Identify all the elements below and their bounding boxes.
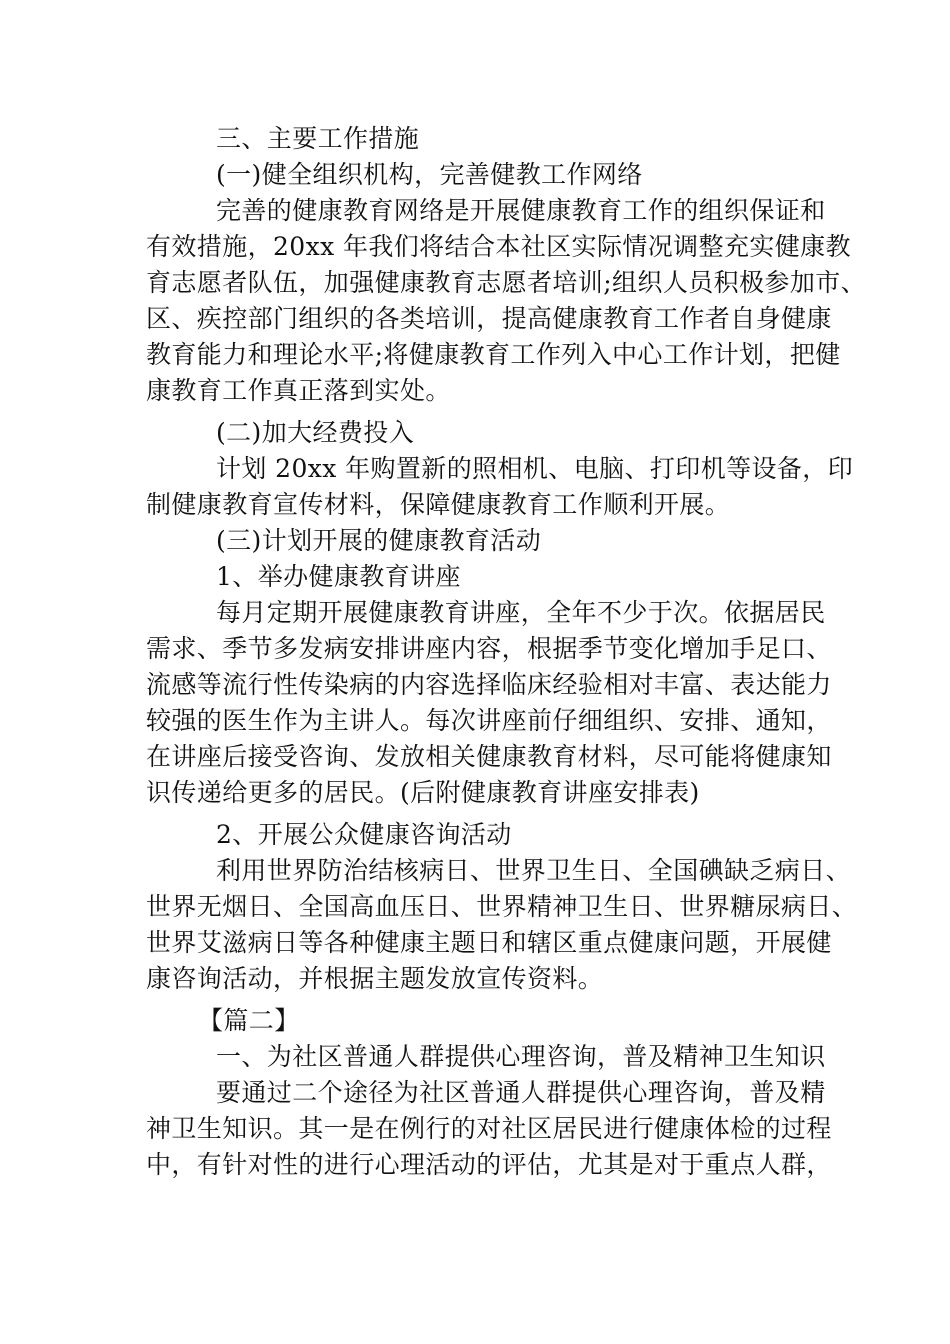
section-heading: 三、主要工作措施 <box>216 124 420 153</box>
paragraph-line: 较强的医生作为主讲人。每次讲座前仔细组织、安排、通知， <box>146 706 832 735</box>
paragraph-line: 流感等流行性传染病的内容选择临床经验相对丰富、表达能力 <box>146 670 832 699</box>
paragraph-line: 世界艾滋病日等各种健康主题日和辖区重点健康问题，开展健 <box>146 928 832 957</box>
paragraph-line: 育志愿者队伍，加强健康教育志愿者培训;组织人员积极参加市、 <box>146 268 867 297</box>
subsection-heading: (一)健全组织机构，完善健教工作网络 <box>216 160 643 189</box>
paragraph-line: 识传递给更多的居民。(后附健康教育讲座安排表) <box>146 778 700 807</box>
paragraph-line: 中，有针对性的进行心理活动的评估，尤其是对于重点人群， <box>146 1150 832 1179</box>
paragraph-line: 世界无烟日、全国高血压日、世界精神卫生日、世界糖尿病日、 <box>146 892 858 921</box>
chapter-marker: 【篇二】 <box>198 1006 300 1035</box>
item-heading: 2、开展公众健康咨询活动 <box>216 820 512 849</box>
subsection-heading: (二)加大经费投入 <box>216 418 415 447</box>
subsection-heading: (三)计划开展的健康教育活动 <box>216 526 542 555</box>
paragraph-line: 康教育工作真正落到实处。 <box>146 376 451 405</box>
paragraph-line: 有效措施，20xx 年我们将结合本社区实际情况调整充实健康教 <box>146 232 851 261</box>
paragraph-line: 教育能力和理论水平;将健康教育工作列入中心工作计划，把健 <box>146 340 841 369</box>
paragraph-line: 每月定期开展健康教育讲座，全年不少于次。依据居民 <box>216 598 826 627</box>
paragraph-line: 康咨询活动，并根据主题发放宣传资料。 <box>146 964 604 993</box>
paragraph-line: 制健康教育宣传材料，保障健康教育工作顺利开展。 <box>146 490 731 519</box>
paragraph-line: 利用世界防治结核病日、世界卫生日、全国碘缺乏病日、 <box>216 856 852 885</box>
paragraph-line: 计划 20xx 年购置新的照相机、电脑、打印机等设备，印 <box>216 454 854 483</box>
section-heading: 一、为社区普通人群提供心理咨询，普及精神卫生知识 <box>216 1042 826 1071</box>
paragraph-line: 要通过二个途径为社区普通人群提供心理咨询，普及精 <box>216 1078 826 1107</box>
paragraph-line: 完善的健康教育网络是开展健康教育工作的组织保证和 <box>216 196 826 225</box>
paragraph-line: 区、疾控部门组织的各类培训，提高健康教育工作者自身健康 <box>146 304 832 333</box>
paragraph-line: 需求、季节多发病安排讲座内容，根据季节变化增加手足口、 <box>146 634 832 663</box>
item-heading: 1、举办健康教育讲座 <box>216 562 461 591</box>
paragraph-line: 在讲座后接受咨询、发放相关健康教育材料，尽可能将健康知 <box>146 742 832 771</box>
paragraph-line: 神卫生知识。其一是在例行的对社区居民进行健康体检的过程 <box>146 1114 832 1143</box>
